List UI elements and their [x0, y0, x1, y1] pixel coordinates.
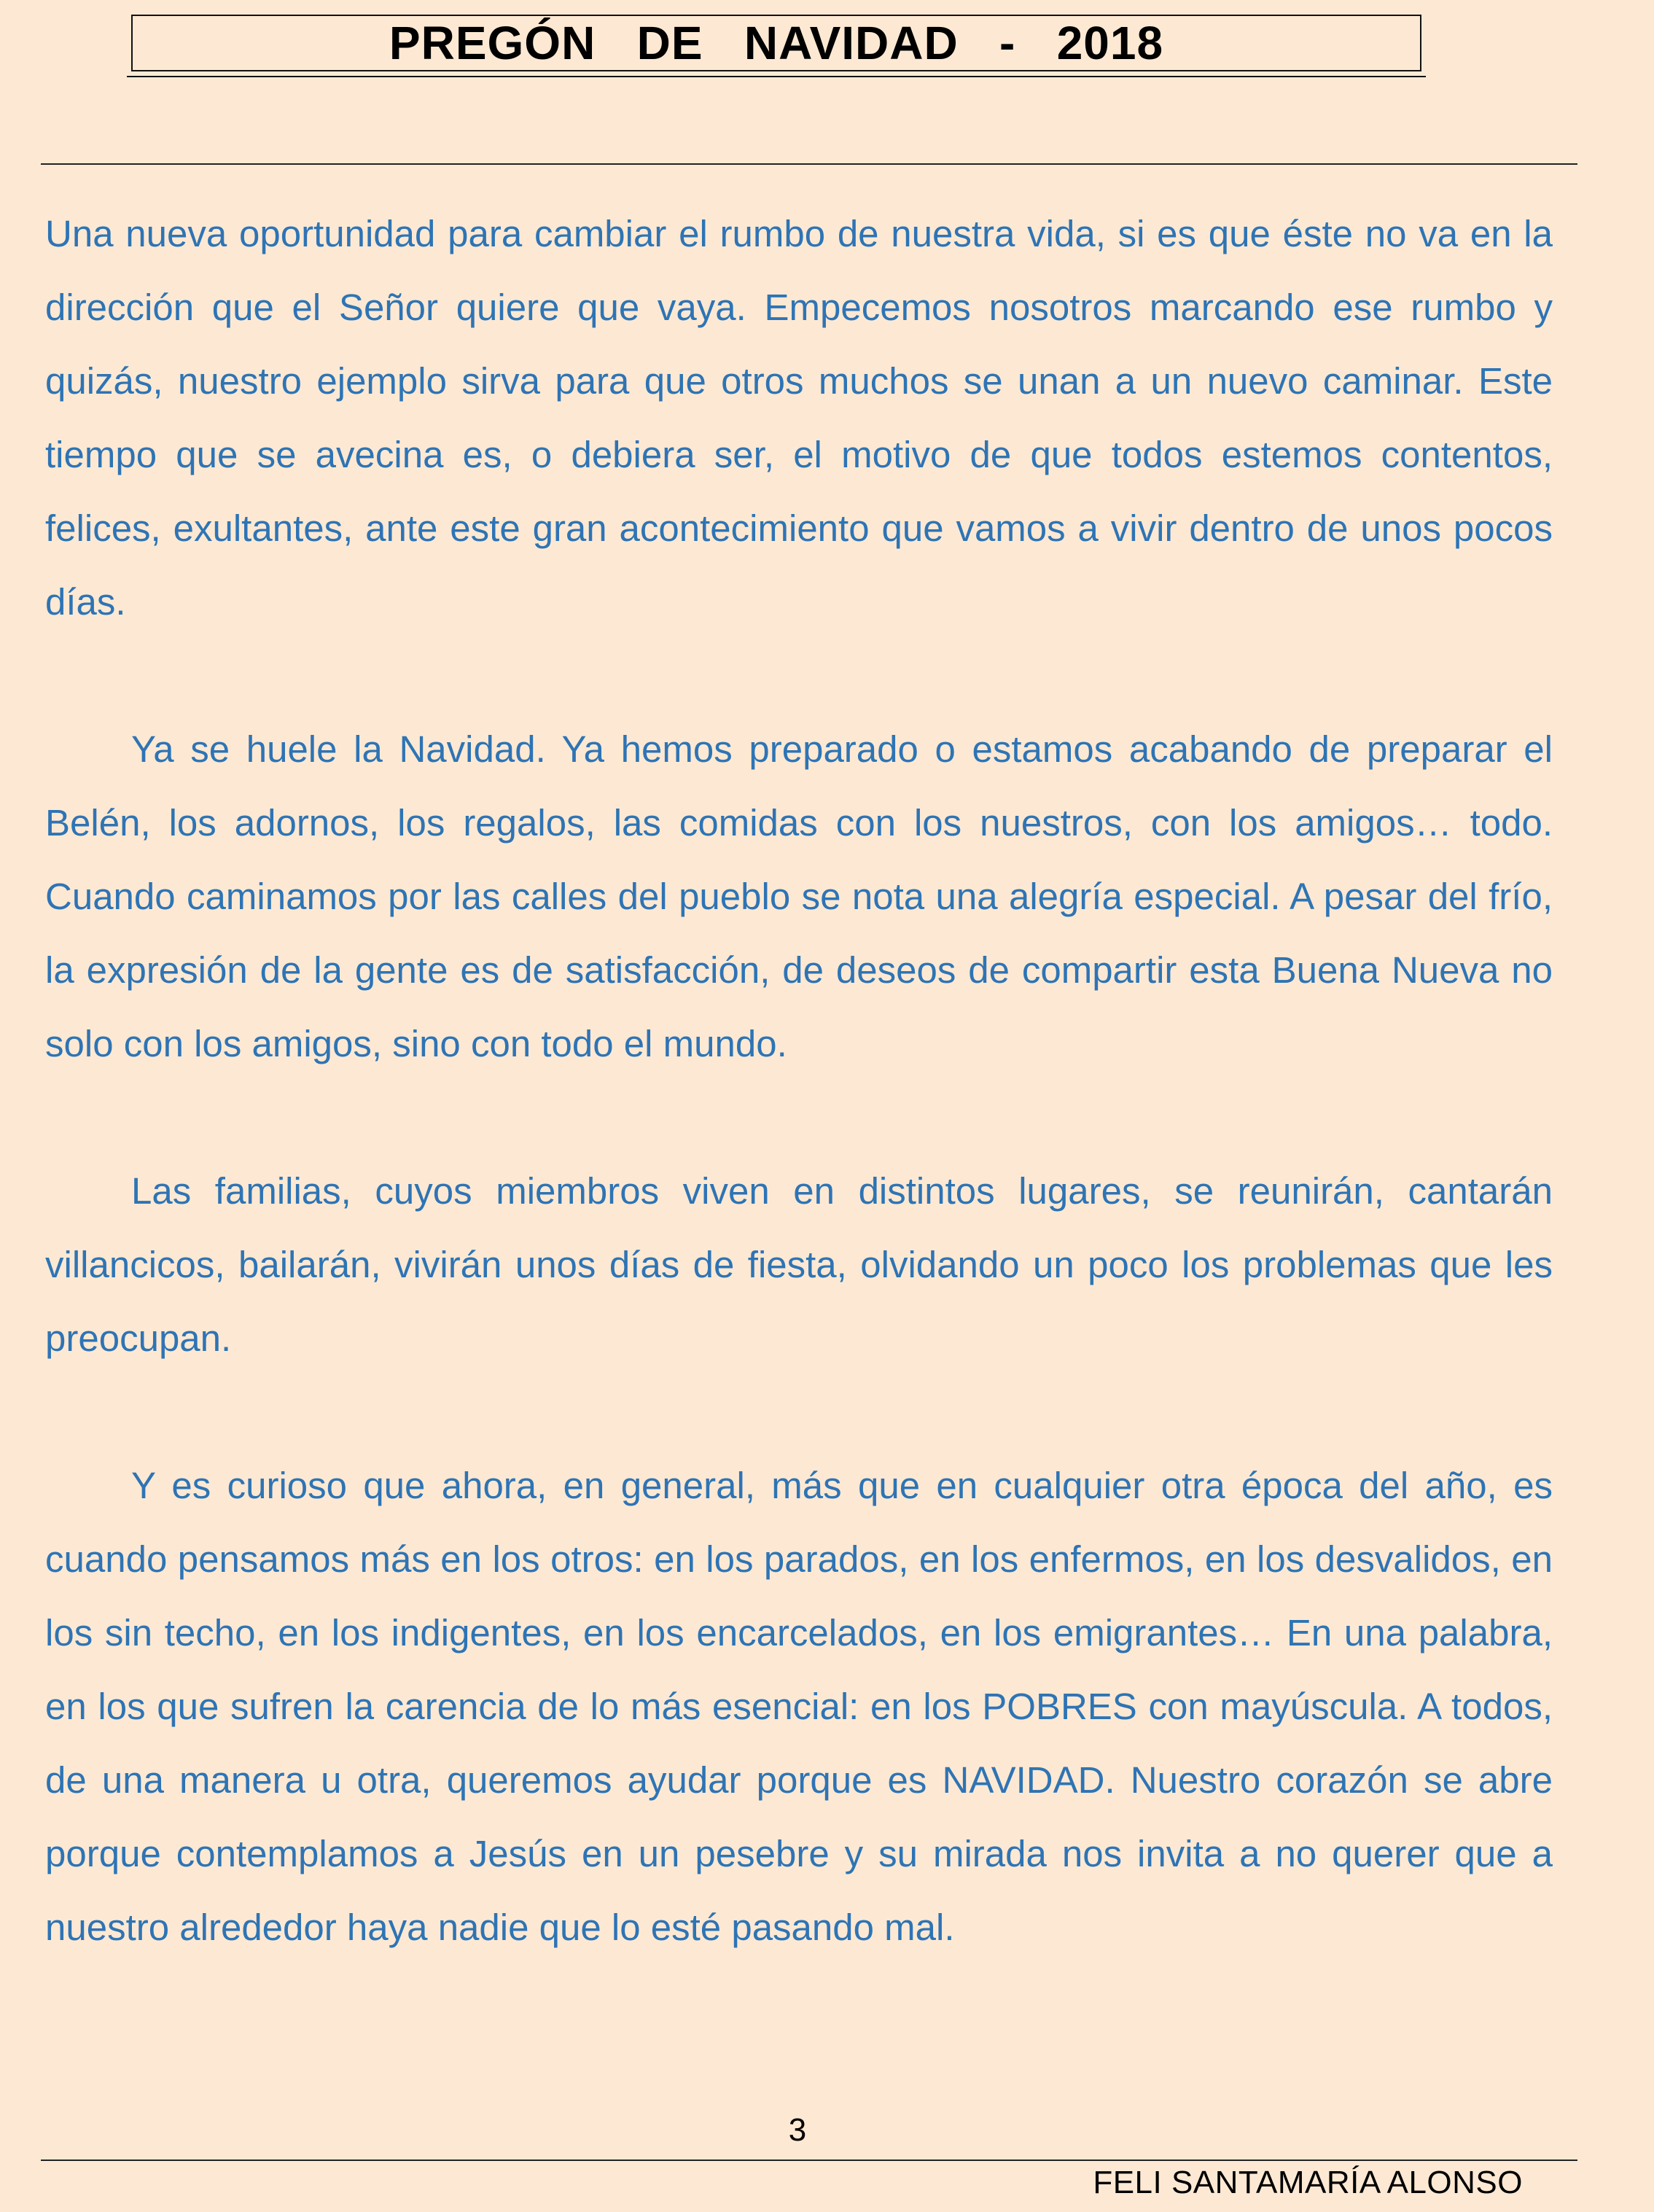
paragraph-1: Una nueva oportunidad para cambiar el rumbo de nuestra vida, si es que éste no va en la dirección que el Señor quiere que vaya. Empecemos nosotros marcando ese rumbo y quizás, nuestro ejemplo sirva para que otros muchos se unan a un nuevo caminar. Este tiempo que se avecina es, o debiera ser, el motivo de que todos estemos contentos, felices, exultantes, ante este gran acontecimiento que vamos a vivir dentro de unos pocos días.	[45, 213, 1553, 623]
page-title: PREGÓN DE NAVIDAD - 2018	[389, 17, 1164, 69]
header-underline	[127, 76, 1426, 77]
header-box	[131, 15, 1421, 71]
top-divider	[41, 163, 1577, 165]
bottom-divider	[41, 2160, 1577, 2161]
paragraph-3: Las familias, cuyos miembros viven en distintos lugares, se reunirán, cantarán villancicos, bailarán, vivirán unos días de fiesta, olvidando un poco los problemas que les preocupan.	[45, 1170, 1553, 1359]
body-text	[45, 197, 1553, 2038]
paragraph-4: Y es curioso que ahora, en general, más que en cualquier otra época del año, es cuando pensamos más en los otros: en los parados, en los enfermos, en los desvalidos, en los sin techo, en los indigentes, en los encarcelados, en los emigrantes… En una palabra, en los que sufren la carencia de lo más esencial: en los POBRES con mayúscula. A todos, de una manera u otra, queremos ayudar porque es NAVIDAD. Nuestro corazón se abre porque contemplamos a Jesús en un pesebre y su mirada nos invita a no querer que a nuestro alrededor haya nadie que lo esté pasando mal.	[45, 1465, 1553, 1948]
paragraph-2: Ya se huele la Navidad. Ya hemos preparado o estamos acabando de preparar el Belén, los adornos, los regalos, las comidas con los nuestros, con los amigos… todo. Cuando caminamos por las calles del pueblo se nota una alegría especial. A pesar del frío, la expresión de la gente es de satisfacción, de deseos de compartir esta Buena Nueva no solo con los amigos, sino con todo el mundo.	[45, 728, 1553, 1064]
page-number: 3	[788, 2112, 807, 2148]
author-name: FELI SANTAMARÍA ALONSO	[1093, 2165, 1523, 2200]
